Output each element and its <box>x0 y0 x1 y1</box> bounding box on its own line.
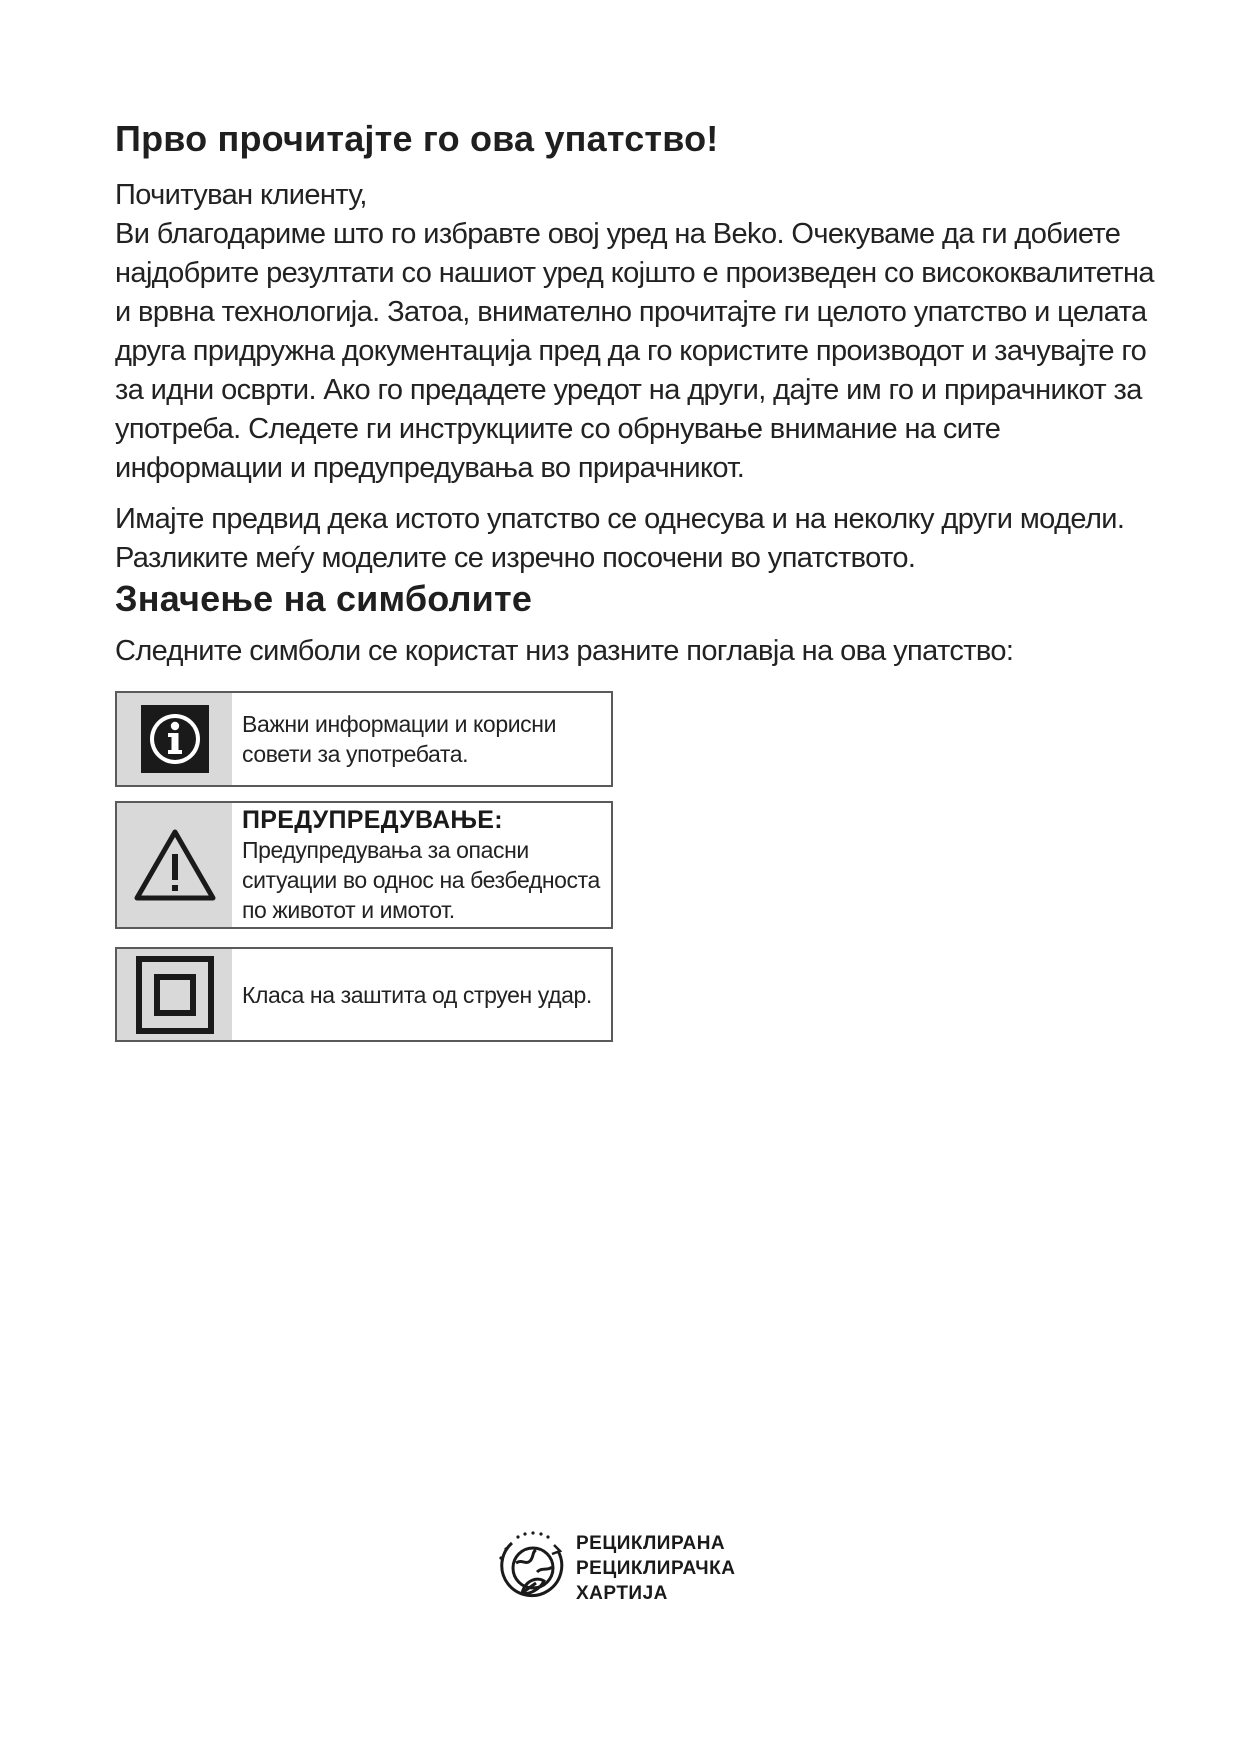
symbol-box-warning <box>115 801 613 929</box>
symbol-description: Предупредувања за опасни ситуации во однос на безбедноста по животот и имотот. <box>242 837 600 923</box>
symbol-box-info <box>115 691 613 787</box>
symbol-icon-cell <box>117 949 232 1040</box>
recycled-line: РЕЦИКЛИРАНА <box>576 1532 726 1554</box>
intro-paragraph: Ви благодариме што го избравте овој уред на Beko. Очекуваме да ги добиете најдобрите резултати со нашиот уред којшто е произведен со висококвалитетна и врвна технологија. Затоа, внимателно прочитајте ги целото упатство и целата друга придружна документација пред да го користите производот и зачувајте го за идни осврти. Ако го предадете уредот на други, дајте им го и прирачникот за употреба. Следете ги инструкциите со обрнување внимание на сите информации и предупредувања во прирачникот. <box>115 218 1154 484</box>
recycled-paper-icon <box>492 1527 574 1609</box>
recycled-line: ХАРТИЈА <box>576 1582 668 1604</box>
greeting: Почитуван клиенту, <box>115 179 367 211</box>
recycled-paper-label <box>576 1531 735 1606</box>
models-note: Имајте предвид дека истото упатство се однесува и на неколку други модели. Разликите меѓу моделите се изречно посочени во упатството. <box>115 503 1125 574</box>
symbol-icon-cell <box>117 693 232 785</box>
recycled-paper-badge <box>492 1527 735 1609</box>
symbol-box-protection-class <box>115 947 613 1042</box>
symbols-title: Значење на симболите <box>115 578 533 619</box>
warning-triangle-icon <box>133 827 217 903</box>
double-square-icon <box>136 956 214 1034</box>
recycled-line: РЕЦИКЛИРАЧКА <box>576 1557 736 1579</box>
symbol-text-cell <box>232 693 611 785</box>
page-title: Прво прочитајте го ова упатство! <box>115 118 719 159</box>
info-icon <box>141 705 209 773</box>
symbol-description: Важни информации и корисни совети за употребата. <box>242 711 557 767</box>
symbol-icon-cell <box>117 803 232 927</box>
symbol-description: Класа на заштита од струен удар. <box>242 981 592 1008</box>
page-content <box>115 118 1160 1042</box>
symbol-text-cell <box>232 803 611 927</box>
warning-title: ПРЕДУПРЕДУВАЊЕ: <box>242 806 503 834</box>
symbols-intro: Следните симболи се користат низ разните поглавја на ова упатство: <box>115 635 1014 667</box>
symbol-text-cell <box>232 949 602 1040</box>
